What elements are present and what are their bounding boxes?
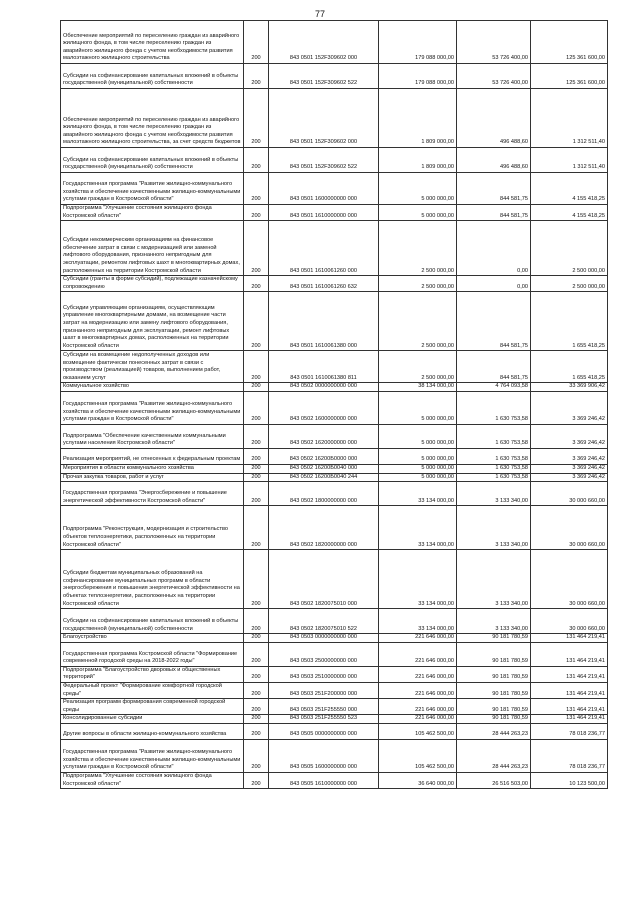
table-row <box>61 482 608 506</box>
row-name-cell: Государственная программа "Энергосбережение и повышение энергетической эффективности Костромской области" <box>61 482 244 506</box>
row-code-cell: 843 0505 0000000000 000 <box>269 723 379 739</box>
row-executed-amount-cell: 4 764 093,58 <box>457 383 531 392</box>
row-executed-amount-cell: 28 444 263,23 <box>457 739 531 772</box>
row-name-cell: Коммунальное хозяйство <box>61 383 244 392</box>
row-approved-amount-cell: 221 646 000,00 <box>379 715 457 724</box>
row-approved-amount-cell: 221 646 000,00 <box>379 699 457 715</box>
row-executed-amount-cell: 1 630 753,58 <box>457 391 531 424</box>
row-name-cell: Государственная программа "Развитие жилищно-коммунального хозяйства и обеспечение качественными жилищно-коммунальными услугами граждан в Костромской области" <box>61 173 244 205</box>
row-name-cell: Федеральный проект "Формирование комфортной городской среды" <box>61 682 244 698</box>
row-remaining-amount-cell: 3 369 246,42 <box>531 448 608 464</box>
row-executed-amount-cell: 90 181 780,59 <box>457 642 531 666</box>
row-executed-amount-cell: 90 181 780,59 <box>457 682 531 698</box>
row-code-cell: 843 0502 1600000000 000 <box>269 391 379 424</box>
row-executed-amount-cell: 53 726 400,00 <box>457 64 531 89</box>
row-kvr-cell: 200 <box>244 609 269 634</box>
row-approved-amount-cell: 33 134 000,00 <box>379 550 457 609</box>
row-kvr-cell: 200 <box>244 723 269 739</box>
row-code-cell: 843 0501 1610061380 000 <box>269 292 379 351</box>
row-remaining-amount-cell: 125 361 600,00 <box>531 21 608 64</box>
row-name-cell: Подпрограмма "Улучшение состояния жилищного фонда Костромской области" <box>61 205 244 221</box>
table-row <box>61 448 608 464</box>
row-approved-amount-cell: 1 809 000,00 <box>379 148 457 173</box>
row-kvr-cell: 200 <box>244 715 269 724</box>
table-row <box>61 666 608 682</box>
row-name-cell: Обеспечение мероприятий по переселению граждан из аварийного жилищного фонда, в том числе переселению граждан из аварийного жилищного фонда с учетом необходимости развития малоэтажного жилищного строительства <box>61 21 244 64</box>
row-executed-amount-cell: 844 581,75 <box>457 292 531 351</box>
row-name-cell: Субсидии на софинансирование капитальных вложений в объекты государственной (муниципальной) собственности <box>61 64 244 89</box>
row-code-cell: 843 0501 1610061260 632 <box>269 276 379 292</box>
row-approved-amount-cell: 2 500 000,00 <box>379 292 457 351</box>
row-executed-amount-cell: 28 444 263,23 <box>457 723 531 739</box>
row-name-cell: Обеспечение мероприятий по переселению граждан из аварийного жилищного фонда, в том числе переселению граждан из аварийного жилищного фонда с учетом необходимости развития малоэтажного жилищного строительства, за счет средств бюджетов <box>61 89 244 148</box>
row-code-cell: 843 0505 1600000000 000 <box>269 739 379 772</box>
row-remaining-amount-cell: 3 369 246,42 <box>531 473 608 482</box>
row-name-cell: Реализация программ формирования современной городской среды <box>61 699 244 715</box>
row-name-cell: Субсидии на софинансирование капитальных вложений в объекты государственной (муниципальной) собственности <box>61 609 244 634</box>
row-code-cell: 843 0503 251F200000 000 <box>269 682 379 698</box>
row-remaining-amount-cell: 4 155 418,25 <box>531 205 608 221</box>
row-approved-amount-cell: 5 000 000,00 <box>379 448 457 464</box>
row-remaining-amount-cell: 131 464 219,41 <box>531 699 608 715</box>
row-remaining-amount-cell: 30 000 660,00 <box>531 506 608 550</box>
row-approved-amount-cell: 36 640 000,00 <box>379 772 457 788</box>
row-kvr-cell: 200 <box>244 642 269 666</box>
row-approved-amount-cell: 5 000 000,00 <box>379 391 457 424</box>
row-name-cell: Государственная программа Костромской области "Формирование современной городской среды на 2018-2022 годы" <box>61 642 244 666</box>
row-remaining-amount-cell: 1 312 511,40 <box>531 89 608 148</box>
row-remaining-amount-cell: 78 018 236,77 <box>531 723 608 739</box>
row-approved-amount-cell: 221 646 000,00 <box>379 682 457 698</box>
row-kvr-cell: 200 <box>244 772 269 788</box>
row-executed-amount-cell: 90 181 780,59 <box>457 699 531 715</box>
row-remaining-amount-cell: 2 500 000,00 <box>531 221 608 276</box>
row-approved-amount-cell: 38 134 000,00 <box>379 383 457 392</box>
row-name-cell: Субсидии (гранты в форме субсидий), подлежащие казначейскому сопровождению <box>61 276 244 292</box>
table-row <box>61 89 608 148</box>
row-approved-amount-cell: 5 000 000,00 <box>379 464 457 473</box>
row-executed-amount-cell: 26 516 503,00 <box>457 772 531 788</box>
row-kvr-cell: 200 <box>244 682 269 698</box>
row-code-cell: 843 0503 251F255550 523 <box>269 715 379 724</box>
row-executed-amount-cell: 0,00 <box>457 276 531 292</box>
row-approved-amount-cell: 179 088 000,00 <box>379 64 457 89</box>
table-row <box>61 739 608 772</box>
row-code-cell: 843 0503 251F255550 000 <box>269 699 379 715</box>
table-row <box>61 221 608 276</box>
row-kvr-cell: 200 <box>244 205 269 221</box>
table-row <box>61 682 608 698</box>
row-approved-amount-cell: 5 000 000,00 <box>379 205 457 221</box>
row-remaining-amount-cell: 30 000 660,00 <box>531 550 608 609</box>
row-approved-amount-cell: 179 088 000,00 <box>379 21 457 64</box>
table-row <box>61 715 608 724</box>
row-approved-amount-cell: 2 500 000,00 <box>379 351 457 383</box>
row-approved-amount-cell: 2 500 000,00 <box>379 221 457 276</box>
table-row <box>61 609 608 634</box>
row-executed-amount-cell: 90 181 780,59 <box>457 715 531 724</box>
row-executed-amount-cell: 3 133 340,00 <box>457 609 531 634</box>
row-name-cell: Другие вопросы в области жилищно-коммунального хозяйства <box>61 723 244 739</box>
row-code-cell: 843 0502 1820075010 000 <box>269 550 379 609</box>
row-kvr-cell: 200 <box>244 666 269 682</box>
row-remaining-amount-cell: 78 018 236,77 <box>531 739 608 772</box>
row-approved-amount-cell: 33 134 000,00 <box>379 482 457 506</box>
row-approved-amount-cell: 5 000 000,00 <box>379 173 457 205</box>
row-code-cell: 843 0505 1610000000 000 <box>269 772 379 788</box>
row-kvr-cell: 200 <box>244 221 269 276</box>
row-name-cell: Подпрограмма "Благоустройство дворовых и общественных территорий" <box>61 666 244 682</box>
row-kvr-cell: 200 <box>244 351 269 383</box>
row-name-cell: Прочая закупка товаров, работ и услуг <box>61 473 244 482</box>
table-row <box>61 383 608 392</box>
row-remaining-amount-cell: 131 464 219,41 <box>531 634 608 643</box>
row-kvr-cell: 200 <box>244 424 269 448</box>
row-remaining-amount-cell: 10 123 500,00 <box>531 772 608 788</box>
row-name-cell: Консолидированные субсидии <box>61 715 244 724</box>
row-executed-amount-cell: 90 181 780,59 <box>457 634 531 643</box>
row-name-cell: Реализация мероприятий, не отнесенных к федеральным проектам <box>61 448 244 464</box>
row-executed-amount-cell: 844 581,75 <box>457 205 531 221</box>
row-code-cell: 843 0502 1820075010 522 <box>269 609 379 634</box>
row-kvr-cell: 200 <box>244 292 269 351</box>
table-row <box>61 173 608 205</box>
row-name-cell: Субсидии управляющим организациям, осуществляющим управление многоквартирными домами, на возмещение части затрат на модернизацию или замену лифтового оборудования, признанного непригодным для эксплуатации, ремонт лифтовых шахт в многоквартирных домах, расположенных на территории Костромской области <box>61 292 244 351</box>
row-name-cell: Субсидии на возмещение недополученных доходов или возмещение фактически понесенных затрат в связи с производством (реализацией) товаров, выполнением работ, оказанием услуг <box>61 351 244 383</box>
table-row <box>61 391 608 424</box>
row-approved-amount-cell: 33 134 000,00 <box>379 609 457 634</box>
row-approved-amount-cell: 5 000 000,00 <box>379 473 457 482</box>
row-remaining-amount-cell: 1 312 511,40 <box>531 148 608 173</box>
row-code-cell: 843 0501 1600000000 000 <box>269 173 379 205</box>
row-code-cell: 843 0501 1610061260 000 <box>269 221 379 276</box>
row-name-cell: Подпрограмма "Обеспечение качественными коммунальными услугами населения Костромской области" <box>61 424 244 448</box>
row-kvr-cell: 200 <box>244 699 269 715</box>
table-row <box>61 292 608 351</box>
table-row <box>61 424 608 448</box>
row-executed-amount-cell: 1 630 753,58 <box>457 424 531 448</box>
row-name-cell: Подпрограмма "Реконструкция, модернизация и строительство объектов теплоэнергетики, расположенных на территории Костромской области" <box>61 506 244 550</box>
row-kvr-cell: 200 <box>244 383 269 392</box>
row-executed-amount-cell: 496 488,60 <box>457 148 531 173</box>
row-kvr-cell: 200 <box>244 173 269 205</box>
row-name-cell: Мероприятия в области коммунального хозяйства <box>61 464 244 473</box>
row-remaining-amount-cell: 1 655 418,25 <box>531 351 608 383</box>
row-kvr-cell: 200 <box>244 391 269 424</box>
row-approved-amount-cell: 105 462 500,00 <box>379 723 457 739</box>
table-row <box>61 723 608 739</box>
row-code-cell: 843 0503 0000000000 000 <box>269 634 379 643</box>
row-code-cell: 843 0502 1800000000 000 <box>269 482 379 506</box>
row-executed-amount-cell: 3 133 340,00 <box>457 506 531 550</box>
row-name-cell: Благоустройство <box>61 634 244 643</box>
row-kvr-cell: 200 <box>244 464 269 473</box>
row-code-cell: 843 0501 152F309602 000 <box>269 89 379 148</box>
row-kvr-cell: 200 <box>244 64 269 89</box>
row-code-cell: 843 0503 2510000000 000 <box>269 666 379 682</box>
table-row <box>61 506 608 550</box>
row-code-cell: 843 0501 152F309602 522 <box>269 64 379 89</box>
row-executed-amount-cell: 3 133 340,00 <box>457 550 531 609</box>
row-executed-amount-cell: 53 726 400,00 <box>457 21 531 64</box>
table-row <box>61 550 608 609</box>
table-row <box>61 148 608 173</box>
row-kvr-cell: 200 <box>244 448 269 464</box>
row-kvr-cell: 200 <box>244 89 269 148</box>
row-kvr-cell: 200 <box>244 634 269 643</box>
row-approved-amount-cell: 221 646 000,00 <box>379 666 457 682</box>
row-executed-amount-cell: 1 630 753,58 <box>457 464 531 473</box>
row-kvr-cell: 200 <box>244 276 269 292</box>
row-executed-amount-cell: 844 581,75 <box>457 351 531 383</box>
row-kvr-cell: 200 <box>244 473 269 482</box>
row-approved-amount-cell: 33 134 000,00 <box>379 506 457 550</box>
row-code-cell: 843 0501 152F309602 000 <box>269 21 379 64</box>
row-remaining-amount-cell: 131 464 219,41 <box>531 666 608 682</box>
row-executed-amount-cell: 844 581,75 <box>457 173 531 205</box>
row-remaining-amount-cell: 2 500 000,00 <box>531 276 608 292</box>
row-code-cell: 843 0501 152F309602 522 <box>269 148 379 173</box>
row-name-cell: Субсидии бюджетам муниципальных образований на софинансирование муниципальных программ в области энергосбережения и повышения энергетической эффективности на объектах теплоэнергетики, расположенных на территории Костромской области <box>61 550 244 609</box>
row-remaining-amount-cell: 1 655 418,25 <box>531 292 608 351</box>
table-row <box>61 642 608 666</box>
row-code-cell: 843 0501 1610000000 000 <box>269 205 379 221</box>
row-code-cell: 843 0503 2500000000 000 <box>269 642 379 666</box>
row-kvr-cell: 200 <box>244 550 269 609</box>
row-executed-amount-cell: 1 630 753,58 <box>457 473 531 482</box>
row-code-cell: 843 0502 16200Б0040 244 <box>269 473 379 482</box>
page-number: 77 <box>314 9 325 19</box>
row-remaining-amount-cell: 125 361 600,00 <box>531 64 608 89</box>
row-code-cell: 843 0502 16200Б0040 000 <box>269 464 379 473</box>
table-row <box>61 351 608 383</box>
row-approved-amount-cell: 221 646 000,00 <box>379 634 457 643</box>
row-name-cell: Государственная программа "Развитие жилищно-коммунального хозяйства и обеспечение качественными жилищно-коммунальными услугами граждан в Костромской области" <box>61 739 244 772</box>
row-kvr-cell: 200 <box>244 506 269 550</box>
table-row <box>61 634 608 643</box>
table-row <box>61 699 608 715</box>
row-name-cell: Субсидии на софинансирование капитальных вложений в объекты государственной (муниципальной) собственности <box>61 148 244 173</box>
row-remaining-amount-cell: 131 464 219,41 <box>531 715 608 724</box>
row-remaining-amount-cell: 131 464 219,41 <box>531 642 608 666</box>
table-row <box>61 21 608 64</box>
row-name-cell: Субсидии некоммерческим организациям на финансовое обеспечение затрат в связи с модернизацией или заменой лифтового оборудования, признанного непригодным для эксплуатации, ремонтом лифтовых шахт в многоквартирных домах, расположенных на территории Костромской области <box>61 221 244 276</box>
row-approved-amount-cell: 221 646 000,00 <box>379 642 457 666</box>
row-executed-amount-cell: 3 133 340,00 <box>457 482 531 506</box>
row-kvr-cell: 200 <box>244 21 269 64</box>
row-remaining-amount-cell: 131 464 219,41 <box>531 682 608 698</box>
row-remaining-amount-cell: 30 000 660,00 <box>531 482 608 506</box>
row-executed-amount-cell: 0,00 <box>457 221 531 276</box>
row-code-cell: 843 0502 1820000000 000 <box>269 506 379 550</box>
budget-table <box>60 20 608 789</box>
row-name-cell: Государственная программа "Развитие жилищно-коммунального хозяйства и обеспечение качественными жилищно-коммунальными услугами граждан в Костромской области" <box>61 391 244 424</box>
table-row <box>61 464 608 473</box>
row-remaining-amount-cell: 33 369 906,42 <box>531 383 608 392</box>
table-row <box>61 772 608 788</box>
row-code-cell: 843 0502 16200Б0000 000 <box>269 448 379 464</box>
row-kvr-cell: 200 <box>244 148 269 173</box>
row-name-cell: Подпрограмма "Улучшение состояния жилищного фонда Костромской области" <box>61 772 244 788</box>
table-row <box>61 276 608 292</box>
row-remaining-amount-cell: 4 155 418,25 <box>531 173 608 205</box>
row-approved-amount-cell: 1 809 000,00 <box>379 89 457 148</box>
row-kvr-cell: 200 <box>244 482 269 506</box>
row-remaining-amount-cell: 3 369 246,42 <box>531 464 608 473</box>
row-executed-amount-cell: 1 630 753,58 <box>457 448 531 464</box>
table-row <box>61 205 608 221</box>
row-executed-amount-cell: 496 488,60 <box>457 89 531 148</box>
row-remaining-amount-cell: 3 369 246,42 <box>531 424 608 448</box>
row-code-cell: 843 0502 1620000000 000 <box>269 424 379 448</box>
row-kvr-cell: 200 <box>244 739 269 772</box>
row-remaining-amount-cell: 3 369 246,42 <box>531 391 608 424</box>
row-code-cell: 843 0501 1610061380 811 <box>269 351 379 383</box>
row-approved-amount-cell: 2 500 000,00 <box>379 276 457 292</box>
row-approved-amount-cell: 105 462 500,00 <box>379 739 457 772</box>
row-approved-amount-cell: 5 000 000,00 <box>379 424 457 448</box>
budget-table-body <box>61 21 608 789</box>
table-row <box>61 473 608 482</box>
row-executed-amount-cell: 90 181 780,59 <box>457 666 531 682</box>
row-code-cell: 843 0502 0000000000 000 <box>269 383 379 392</box>
row-remaining-amount-cell: 30 000 660,00 <box>531 609 608 634</box>
table-row <box>61 64 608 89</box>
